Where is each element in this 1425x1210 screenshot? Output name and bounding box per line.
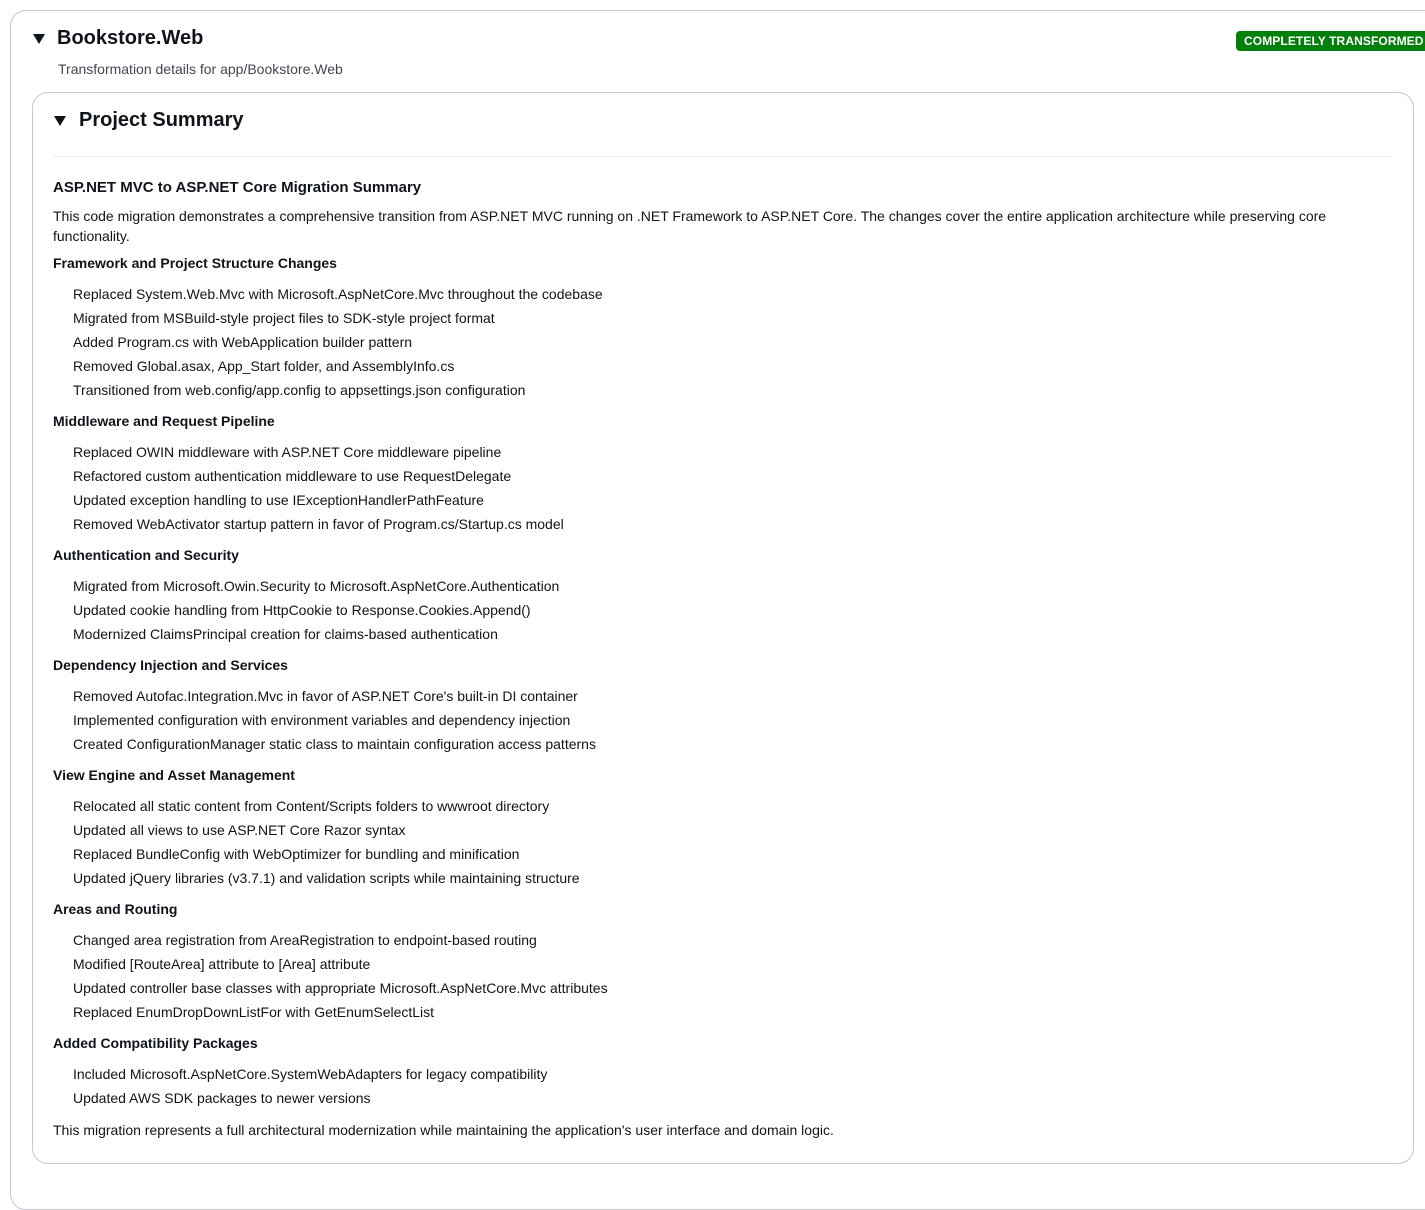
list-item: Updated AWS SDK packages to newer versions xyxy=(73,1090,371,1106)
list-item: Updated cookie handling from HttpCookie to Response.Cookies.Append() xyxy=(73,602,531,618)
section-heading: Added Compatibility Packages xyxy=(53,1035,258,1051)
list-item: Replaced System.Web.Mvc with Microsoft.AspNetCore.Mvc throughout the codebase xyxy=(73,286,603,302)
divider xyxy=(53,156,1393,157)
project-subtitle: Transformation details for app/Bookstore.Web xyxy=(58,61,343,77)
caret-down-icon xyxy=(33,34,45,44)
list-item: Replaced OWIN middleware with ASP.NET Core middleware pipeline xyxy=(73,444,502,460)
section-list xyxy=(53,574,1353,646)
list-item: Created ConfigurationManager static class to maintain configuration access patterns xyxy=(73,736,596,752)
list-item: Removed WebActivator startup pattern in favor of Program.cs/Startup.cs model xyxy=(73,516,564,532)
list-item: Included Microsoft.AspNetCore.SystemWebAdapters for legacy compatibility xyxy=(73,1066,548,1082)
list-item: Removed Global.asax, App_Start folder, and AssemblyInfo.cs xyxy=(73,358,455,374)
panel-title: Project Summary xyxy=(79,109,244,131)
list-item: Added Program.cs with WebApplication builder pattern xyxy=(73,334,413,350)
summary-intro: This code migration demonstrates a comprehensive transition from ASP.NET MVC running on .NET Framework to ASP.NET Core. The changes cover the entire application architecture while preserving core functionality. xyxy=(53,208,1327,244)
list-item: Updated jQuery libraries (v3.7.1) and validation scripts while maintaining structure xyxy=(73,870,580,886)
section-heading: Authentication and Security xyxy=(53,547,239,563)
list-item: Migrated from Microsoft.Owin.Security to Microsoft.AspNetCore.Authentication xyxy=(73,578,560,594)
list-item: Modernized ClaimsPrincipal creation for claims-based authentication xyxy=(73,626,498,642)
section-list xyxy=(53,928,1353,1024)
list-item: Implemented configuration with environment variables and dependency injection xyxy=(73,712,571,728)
section-heading: View Engine and Asset Management xyxy=(53,767,295,783)
list-item: Updated exception handling to use IExceptionHandlerPathFeature xyxy=(73,492,484,508)
list-item: Replaced BundleConfig with WebOptimizer for bundling and minification xyxy=(73,846,520,862)
project-summary-toggle[interactable] xyxy=(54,109,244,132)
list-item: Changed area registration from AreaRegistration to endpoint-based routing xyxy=(73,932,537,948)
section-heading: Dependency Injection and Services xyxy=(53,657,288,673)
caret-down-icon xyxy=(54,116,66,126)
list-item: Transitioned from web.config/app.config to appsettings.json configuration xyxy=(73,382,526,398)
status-badge: COMPLETELY TRANSFORMED xyxy=(1236,31,1425,51)
list-item: Relocated all static content from Content/Scripts folders to wwwroot directory xyxy=(73,798,550,814)
list-item: Removed Autofac.Integration.Mvc in favor of ASP.NET Core's built-in DI container xyxy=(73,688,578,704)
section-heading: Middleware and Request Pipeline xyxy=(53,413,275,429)
project-summary-panel xyxy=(32,92,1414,1164)
list-item: Refactored custom authentication middleware to use RequestDelegate xyxy=(73,468,512,484)
section-list xyxy=(53,684,1353,756)
section-list xyxy=(53,1062,1353,1110)
section-list xyxy=(53,282,1353,402)
list-item: Replaced EnumDropDownListFor with GetEnumSelectList xyxy=(73,1004,435,1020)
summary-content xyxy=(53,178,1353,1140)
summary-heading: ASP.NET MVC to ASP.NET Core Migration Summary xyxy=(53,179,422,196)
section-heading: Areas and Routing xyxy=(53,901,178,917)
list-item: Updated all views to use ASP.NET Core Razor syntax xyxy=(73,822,406,838)
section-heading: Framework and Project Structure Changes xyxy=(53,255,337,271)
section-list xyxy=(53,440,1353,536)
section-list xyxy=(53,794,1353,890)
project-expand-toggle[interactable] xyxy=(33,27,203,50)
list-item: Migrated from MSBuild-style project files to SDK-style project format xyxy=(73,310,495,326)
project-title: Bookstore.Web xyxy=(57,27,204,49)
summary-conclusion: This migration represents a full architectural modernization while maintaining the application's user interface and domain logic. xyxy=(53,1122,834,1138)
list-item: Modified [RouteArea] attribute to [Area] attribute xyxy=(73,956,371,972)
list-item: Updated controller base classes with appropriate Microsoft.AspNetCore.Mvc attributes xyxy=(73,980,608,996)
